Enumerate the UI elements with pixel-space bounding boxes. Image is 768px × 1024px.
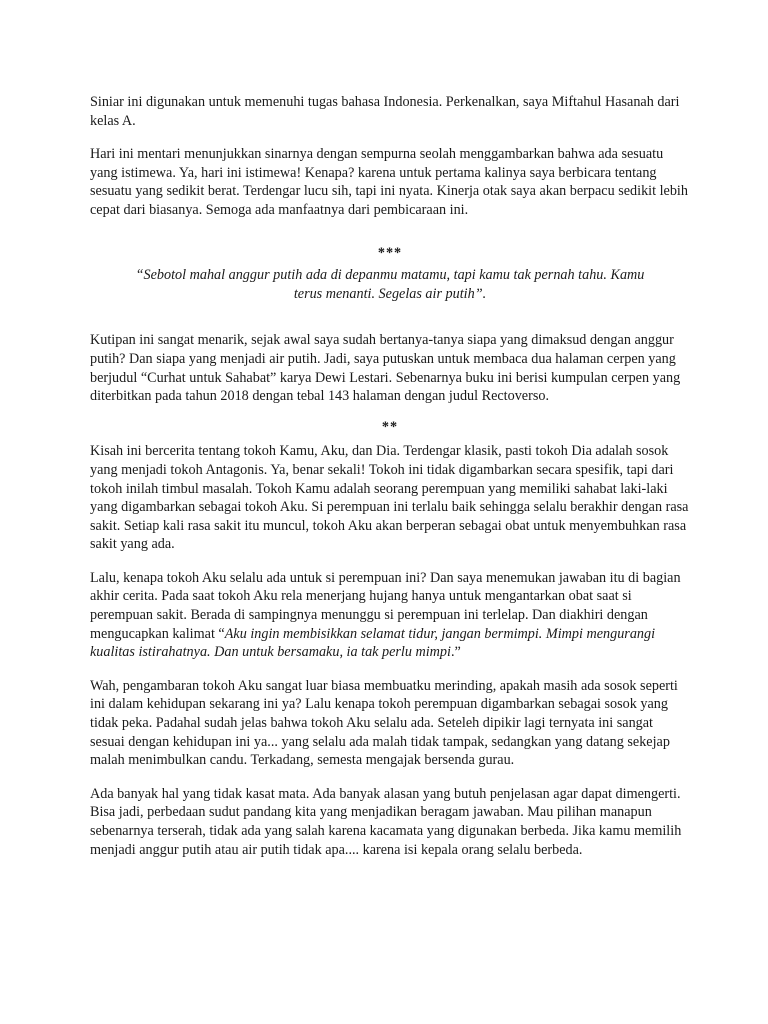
- story-summary-paragraph: Kisah ini bercerita tentang tokoh Kamu, Aku, dan Dia. Terdengar klasik, pasti tokoh Dia adalah sosok yang menjadi tokoh Antagonis. Ya, benar sekali! Tokoh ini tidak digambarkan secara spesifik, tapi dari tokoh inilah timbul masalah. Tokoh Kamu adalah seorang perempuan yang memiliki sahabat laki-laki yang digambarkan sebagai tokoh Aku. Si perempuan ini terlalu baik sehingga selalu berakhir dengan rasa sakit. Setiap kali rasa sakit itu muncul, tokoh Aku akan berperan sebagai obat untuk menyembuhkan rasa sakit yang ada.: [90, 443, 689, 553]
- book-intro-paragraph: Kutipan ini sangat menarik, sejak awal saya sudah bertanya-tanya siapa yang dimaksud dengan anggur putih? Dan siapa yang menjadi air putih. Jadi, saya putuskan untuk membaca dua halaman cerpen yang berjudul “Curhat untuk Sahabat” karya Dewi Lestari. Sebenarnya buku ini berisi kumpulan cerpen yang diterbitkan pada tahun 2018 dengan tebal 143 halaman dengan judul Rectoverso.: [90, 332, 681, 405]
- section-separator: **: [381, 418, 399, 435]
- analysis-end: .”: [450, 644, 461, 661]
- italic-quote: Aku ingin membisikkan selamat tidur, jangan bermimpi. Mimpi mengurangi kualitas istirahatnya. Dan untuk bersamaku, ia tak perlu mimpi: [90, 625, 656, 661]
- reflection-paragraph: Wah, pengambaran tokoh Aku sangat luar biasa membuatku merinding, apakah masih ada sosok seperti ini dalam kehidupan sekarang ini ya? Lalu kenapa tokoh perempuan digambarkan sebagai sosok yang tidak peka. Padahal sudah jelas bahwa tokoh Aku selalu ada. Seteleh dipikir lagi ternyata ini sangat sesuai dengan kehidupan ini ya... yang selalu ada malah tidak tampak, sedangkan yang datang sekejap malah menimbulkan candu. Terkadang, semesta mengajak bersenda gurau.: [90, 677, 678, 769]
- analysis-text: Lalu, kenapa tokoh Aku selalu ada untuk si perempuan ini? Dan saya menemukan jawaban itu di bagian akhir cerita. Pada saat tokoh Aku rela menerjang hujang hanya untuk mengantarkan obat saat si perempuan sakit. Berada di sampingnya menunggu si perempuan ini terlelap. Dan diakhiri dengan mengucapkan kalimat “: [90, 569, 681, 642]
- quote-block: “Sebotol mahal anggur putih ada di depanmu matamu, tapi kamu tak pernah tahu. Kamu terus menanti. Segelas air putih”.: [135, 267, 645, 302]
- closing-paragraph: Ada banyak hal yang tidak kasat mata. Ada banyak alasan yang butuh penjelasan agar dapat dimengerti. Bisa jadi, perbedaan sudut pandang kita yang menjadikan beragam jawaban. Mau pilihan manapun sebenarnya terserah, tidak ada yang salah karena kacamata yang digunakan berbeda. Jika kamu memilih menjadi anggur putih atau air putih tidak apa.... karena isi kepala orang selalu berbeda.: [90, 785, 682, 858]
- document-page: [90, 93, 690, 874]
- section-separator: ***: [377, 244, 403, 261]
- analysis-paragraph: [90, 569, 690, 662]
- intro-paragraph: Siniar ini digunakan untuk memenuhi tugas bahasa Indonesia. Perkenalkan, saya Miftahul Hasanah dari kelas A.: [90, 94, 680, 129]
- opening-paragraph: Hari ini mentari menunjukkan sinarnya dengan sempurna seolah menggambarkan bahwa ada sesuatu yang istimewa. Ya, hari ini istimewa! Kenapa? karena untuk pertama kalinya saya berbicara tentang sesuatu yang sedikit berat. Terdengar lucu sih, tapi ini nyata. Kinerja otak saya akan berpacu sedikit lebih cepat dari biasanya. Semoga ada manfaatnya dari pembicaraan ini.: [90, 146, 688, 218]
